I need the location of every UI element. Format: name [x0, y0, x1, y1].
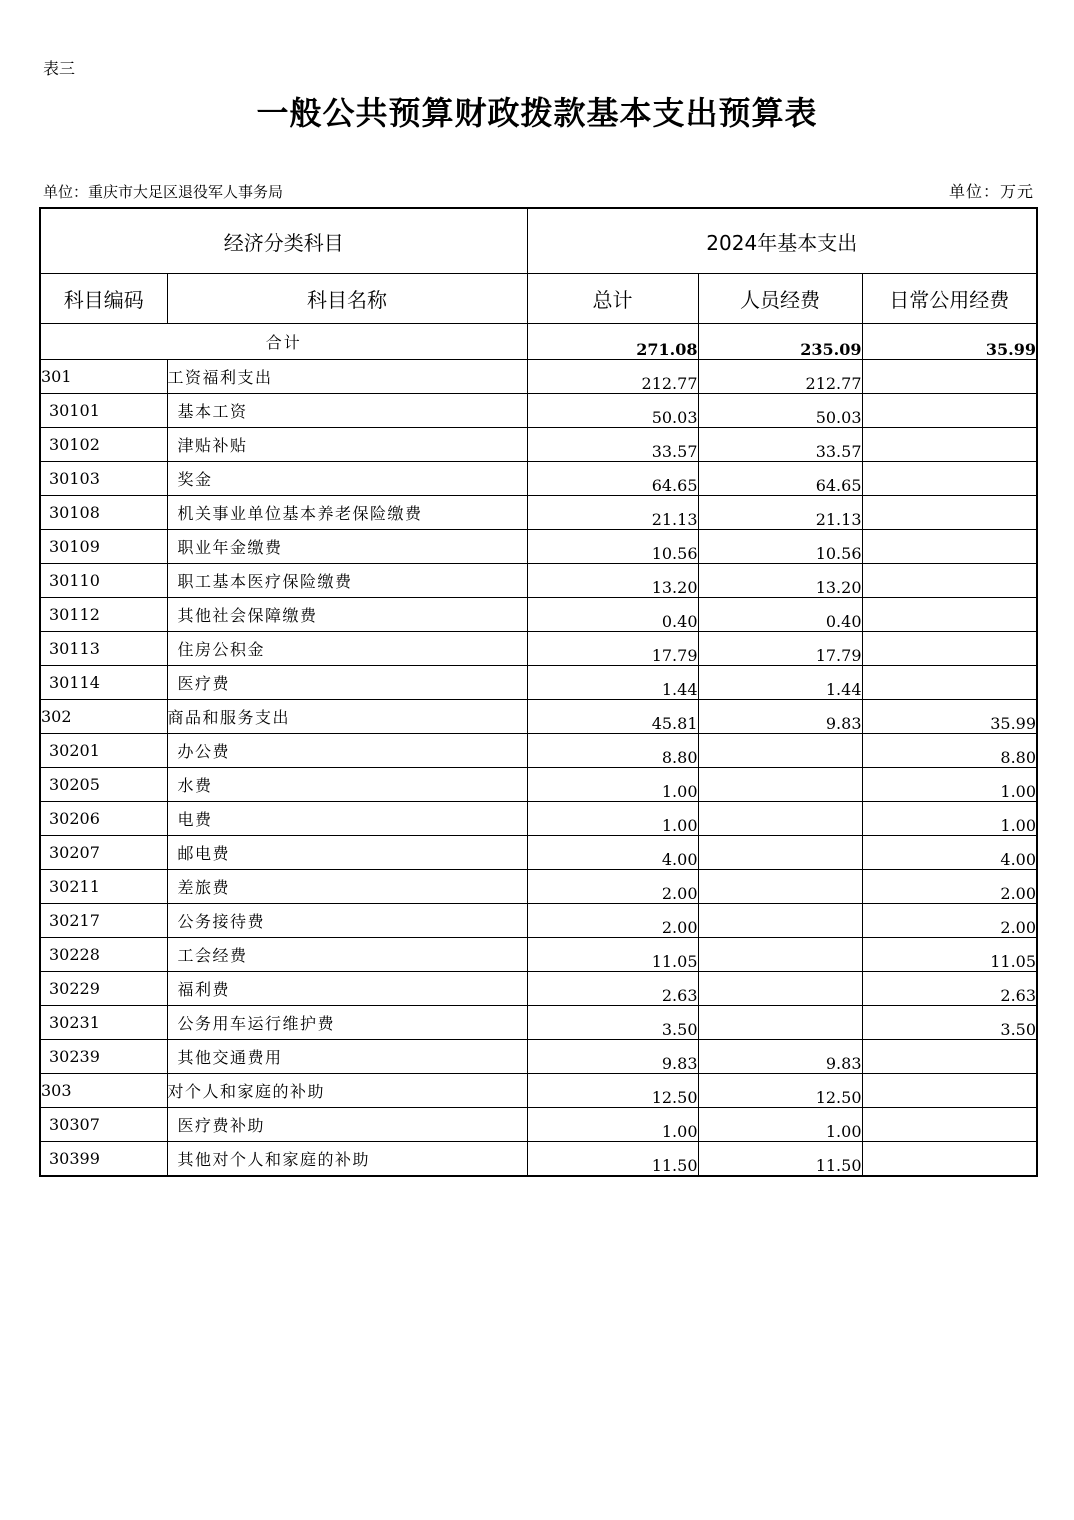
row-code: 303	[40, 1074, 167, 1108]
row-name: 邮电费	[167, 836, 527, 870]
row-name: 基本工资	[167, 394, 527, 428]
row-name: 电费	[167, 802, 527, 836]
row-name: 职工基本医疗保险缴费	[167, 564, 527, 598]
table-row	[40, 496, 1037, 530]
total-row	[40, 324, 1037, 360]
row-code: 30307	[40, 1108, 167, 1142]
row-code: 30207	[40, 836, 167, 870]
row-total: 0.40	[527, 598, 698, 632]
row-total: 9.83	[527, 1040, 698, 1074]
row-personnel	[698, 802, 862, 836]
row-personnel: 10.56	[698, 530, 862, 564]
row-name: 医疗费补助	[167, 1108, 527, 1142]
row-public: 1.00	[862, 768, 1037, 802]
table-row	[40, 598, 1037, 632]
header-code: 科目编码	[40, 274, 167, 324]
row-code: 30109	[40, 530, 167, 564]
page-title: 一般公共预算财政拨款基本支出预算表	[256, 94, 818, 132]
row-personnel	[698, 768, 862, 802]
row-total: 1.00	[527, 1108, 698, 1142]
row-personnel	[698, 734, 862, 768]
row-name: 职业年金缴费	[167, 530, 527, 564]
row-code: 30205	[40, 768, 167, 802]
row-name: 住房公积金	[167, 632, 527, 666]
table-row	[40, 972, 1037, 1006]
table-row	[40, 1006, 1037, 1040]
row-personnel: 9.83	[698, 1040, 862, 1074]
row-total: 64.65	[527, 462, 698, 496]
table-row	[40, 530, 1037, 564]
row-code: 30239	[40, 1040, 167, 1074]
header-row-group	[40, 208, 1037, 274]
row-total: 11.50	[527, 1142, 698, 1177]
row-personnel	[698, 870, 862, 904]
row-public: 2.63	[862, 972, 1037, 1006]
total-label: 合计	[40, 324, 527, 360]
table-row	[40, 462, 1037, 496]
row-total: 3.50	[527, 1006, 698, 1040]
table-row	[40, 1040, 1037, 1074]
row-public: 3.50	[862, 1006, 1037, 1040]
row-public: 4.00	[862, 836, 1037, 870]
row-total: 2.63	[527, 972, 698, 1006]
table-row	[40, 1108, 1037, 1142]
table-row	[40, 802, 1037, 836]
row-code: 30201	[40, 734, 167, 768]
row-name: 奖金	[167, 462, 527, 496]
row-public: 1.00	[862, 802, 1037, 836]
row-total: 17.79	[527, 632, 698, 666]
row-code: 30108	[40, 496, 167, 530]
row-personnel: 64.65	[698, 462, 862, 496]
table-row	[40, 632, 1037, 666]
row-code: 30399	[40, 1142, 167, 1177]
row-code: 302	[40, 700, 167, 734]
row-code: 30103	[40, 462, 167, 496]
total-public: 35.99	[862, 324, 1037, 360]
row-personnel: 212.77	[698, 360, 862, 394]
table-row	[40, 1142, 1037, 1177]
header-public: 日常公用经费	[862, 274, 1037, 324]
row-personnel: 50.03	[698, 394, 862, 428]
row-total: 10.56	[527, 530, 698, 564]
table-row	[40, 394, 1037, 428]
row-personnel: 1.00	[698, 1108, 862, 1142]
table-row	[40, 700, 1037, 734]
row-public: 35.99	[862, 700, 1037, 734]
total-personnel: 235.09	[698, 324, 862, 360]
row-code: 30112	[40, 598, 167, 632]
table-number-label: 表三	[43, 59, 76, 78]
header-row-columns	[40, 274, 1037, 324]
row-total: 2.00	[527, 904, 698, 938]
row-personnel	[698, 1006, 862, 1040]
row-public	[862, 496, 1037, 530]
row-public: 2.00	[862, 870, 1037, 904]
table-row	[40, 904, 1037, 938]
row-total: 2.00	[527, 870, 698, 904]
row-name: 福利费	[167, 972, 527, 1006]
row-personnel: 33.57	[698, 428, 862, 462]
row-code: 30114	[40, 666, 167, 700]
row-total: 21.13	[527, 496, 698, 530]
table-row	[40, 768, 1037, 802]
row-name: 对个人和家庭的补助	[167, 1074, 527, 1108]
row-public	[862, 1142, 1037, 1177]
row-name: 津贴补贴	[167, 428, 527, 462]
row-personnel: 13.20	[698, 564, 862, 598]
row-public: 8.80	[862, 734, 1037, 768]
row-code: 30113	[40, 632, 167, 666]
row-total: 8.80	[527, 734, 698, 768]
row-public	[862, 428, 1037, 462]
row-code: 30217	[40, 904, 167, 938]
table-row	[40, 428, 1037, 462]
row-public	[862, 1074, 1037, 1108]
row-code: 30211	[40, 870, 167, 904]
row-total: 50.03	[527, 394, 698, 428]
table-row	[40, 564, 1037, 598]
row-personnel	[698, 972, 862, 1006]
table-row	[40, 1074, 1037, 1108]
table-row	[40, 360, 1037, 394]
row-name: 水费	[167, 768, 527, 802]
row-total: 1.00	[527, 802, 698, 836]
organization-unit: 单位：重庆市大足区退役军人事务局	[43, 183, 284, 201]
header-year-basic: 2024年基本支出	[527, 208, 1037, 274]
row-total: 33.57	[527, 428, 698, 462]
row-public	[862, 530, 1037, 564]
row-personnel: 17.79	[698, 632, 862, 666]
row-code: 30110	[40, 564, 167, 598]
row-name: 工资福利支出	[167, 360, 527, 394]
row-total: 212.77	[527, 360, 698, 394]
table-row	[40, 734, 1037, 768]
row-total: 45.81	[527, 700, 698, 734]
row-code: 30228	[40, 938, 167, 972]
row-public: 11.05	[862, 938, 1037, 972]
table-row	[40, 666, 1037, 700]
row-public	[862, 1040, 1037, 1074]
row-personnel: 0.40	[698, 598, 862, 632]
table-row	[40, 836, 1037, 870]
header-personnel: 人员经费	[698, 274, 862, 324]
row-name: 公务接待费	[167, 904, 527, 938]
row-personnel: 9.83	[698, 700, 862, 734]
row-public	[862, 564, 1037, 598]
row-total: 12.50	[527, 1074, 698, 1108]
row-code: 30206	[40, 802, 167, 836]
header-econ-class: 经济分类科目	[40, 208, 527, 274]
row-public	[862, 1108, 1037, 1142]
row-personnel	[698, 836, 862, 870]
row-public	[862, 632, 1037, 666]
table-row	[40, 870, 1037, 904]
row-total: 1.00	[527, 768, 698, 802]
row-total: 4.00	[527, 836, 698, 870]
row-public	[862, 462, 1037, 496]
row-personnel: 11.50	[698, 1142, 862, 1177]
row-public	[862, 666, 1037, 700]
row-public	[862, 360, 1037, 394]
row-public: 2.00	[862, 904, 1037, 938]
header-name: 科目名称	[167, 274, 527, 324]
row-total: 11.05	[527, 938, 698, 972]
row-total: 1.44	[527, 666, 698, 700]
row-name: 其他交通费用	[167, 1040, 527, 1074]
row-name: 商品和服务支出	[167, 700, 527, 734]
header-total: 总计	[527, 274, 698, 324]
row-total: 13.20	[527, 564, 698, 598]
row-code: 30231	[40, 1006, 167, 1040]
row-name: 办公费	[167, 734, 527, 768]
row-code: 30229	[40, 972, 167, 1006]
row-personnel	[698, 938, 862, 972]
total-amount: 271.08	[527, 324, 698, 360]
row-name: 公务用车运行维护费	[167, 1006, 527, 1040]
row-name: 医疗费	[167, 666, 527, 700]
row-code: 301	[40, 360, 167, 394]
row-public	[862, 394, 1037, 428]
row-name: 差旅费	[167, 870, 527, 904]
row-name: 其他社会保障缴费	[167, 598, 527, 632]
row-name: 其他对个人和家庭的补助	[167, 1142, 527, 1177]
row-code: 30101	[40, 394, 167, 428]
currency-unit: 单位：万元	[948, 182, 1034, 201]
row-name: 工会经费	[167, 938, 527, 972]
row-personnel: 21.13	[698, 496, 862, 530]
row-personnel: 1.44	[698, 666, 862, 700]
row-personnel: 12.50	[698, 1074, 862, 1108]
row-code: 30102	[40, 428, 167, 462]
table-row	[40, 938, 1037, 972]
row-personnel	[698, 904, 862, 938]
row-name: 机关事业单位基本养老保险缴费	[167, 496, 527, 530]
budget-table	[39, 207, 1038, 1177]
row-public	[862, 598, 1037, 632]
